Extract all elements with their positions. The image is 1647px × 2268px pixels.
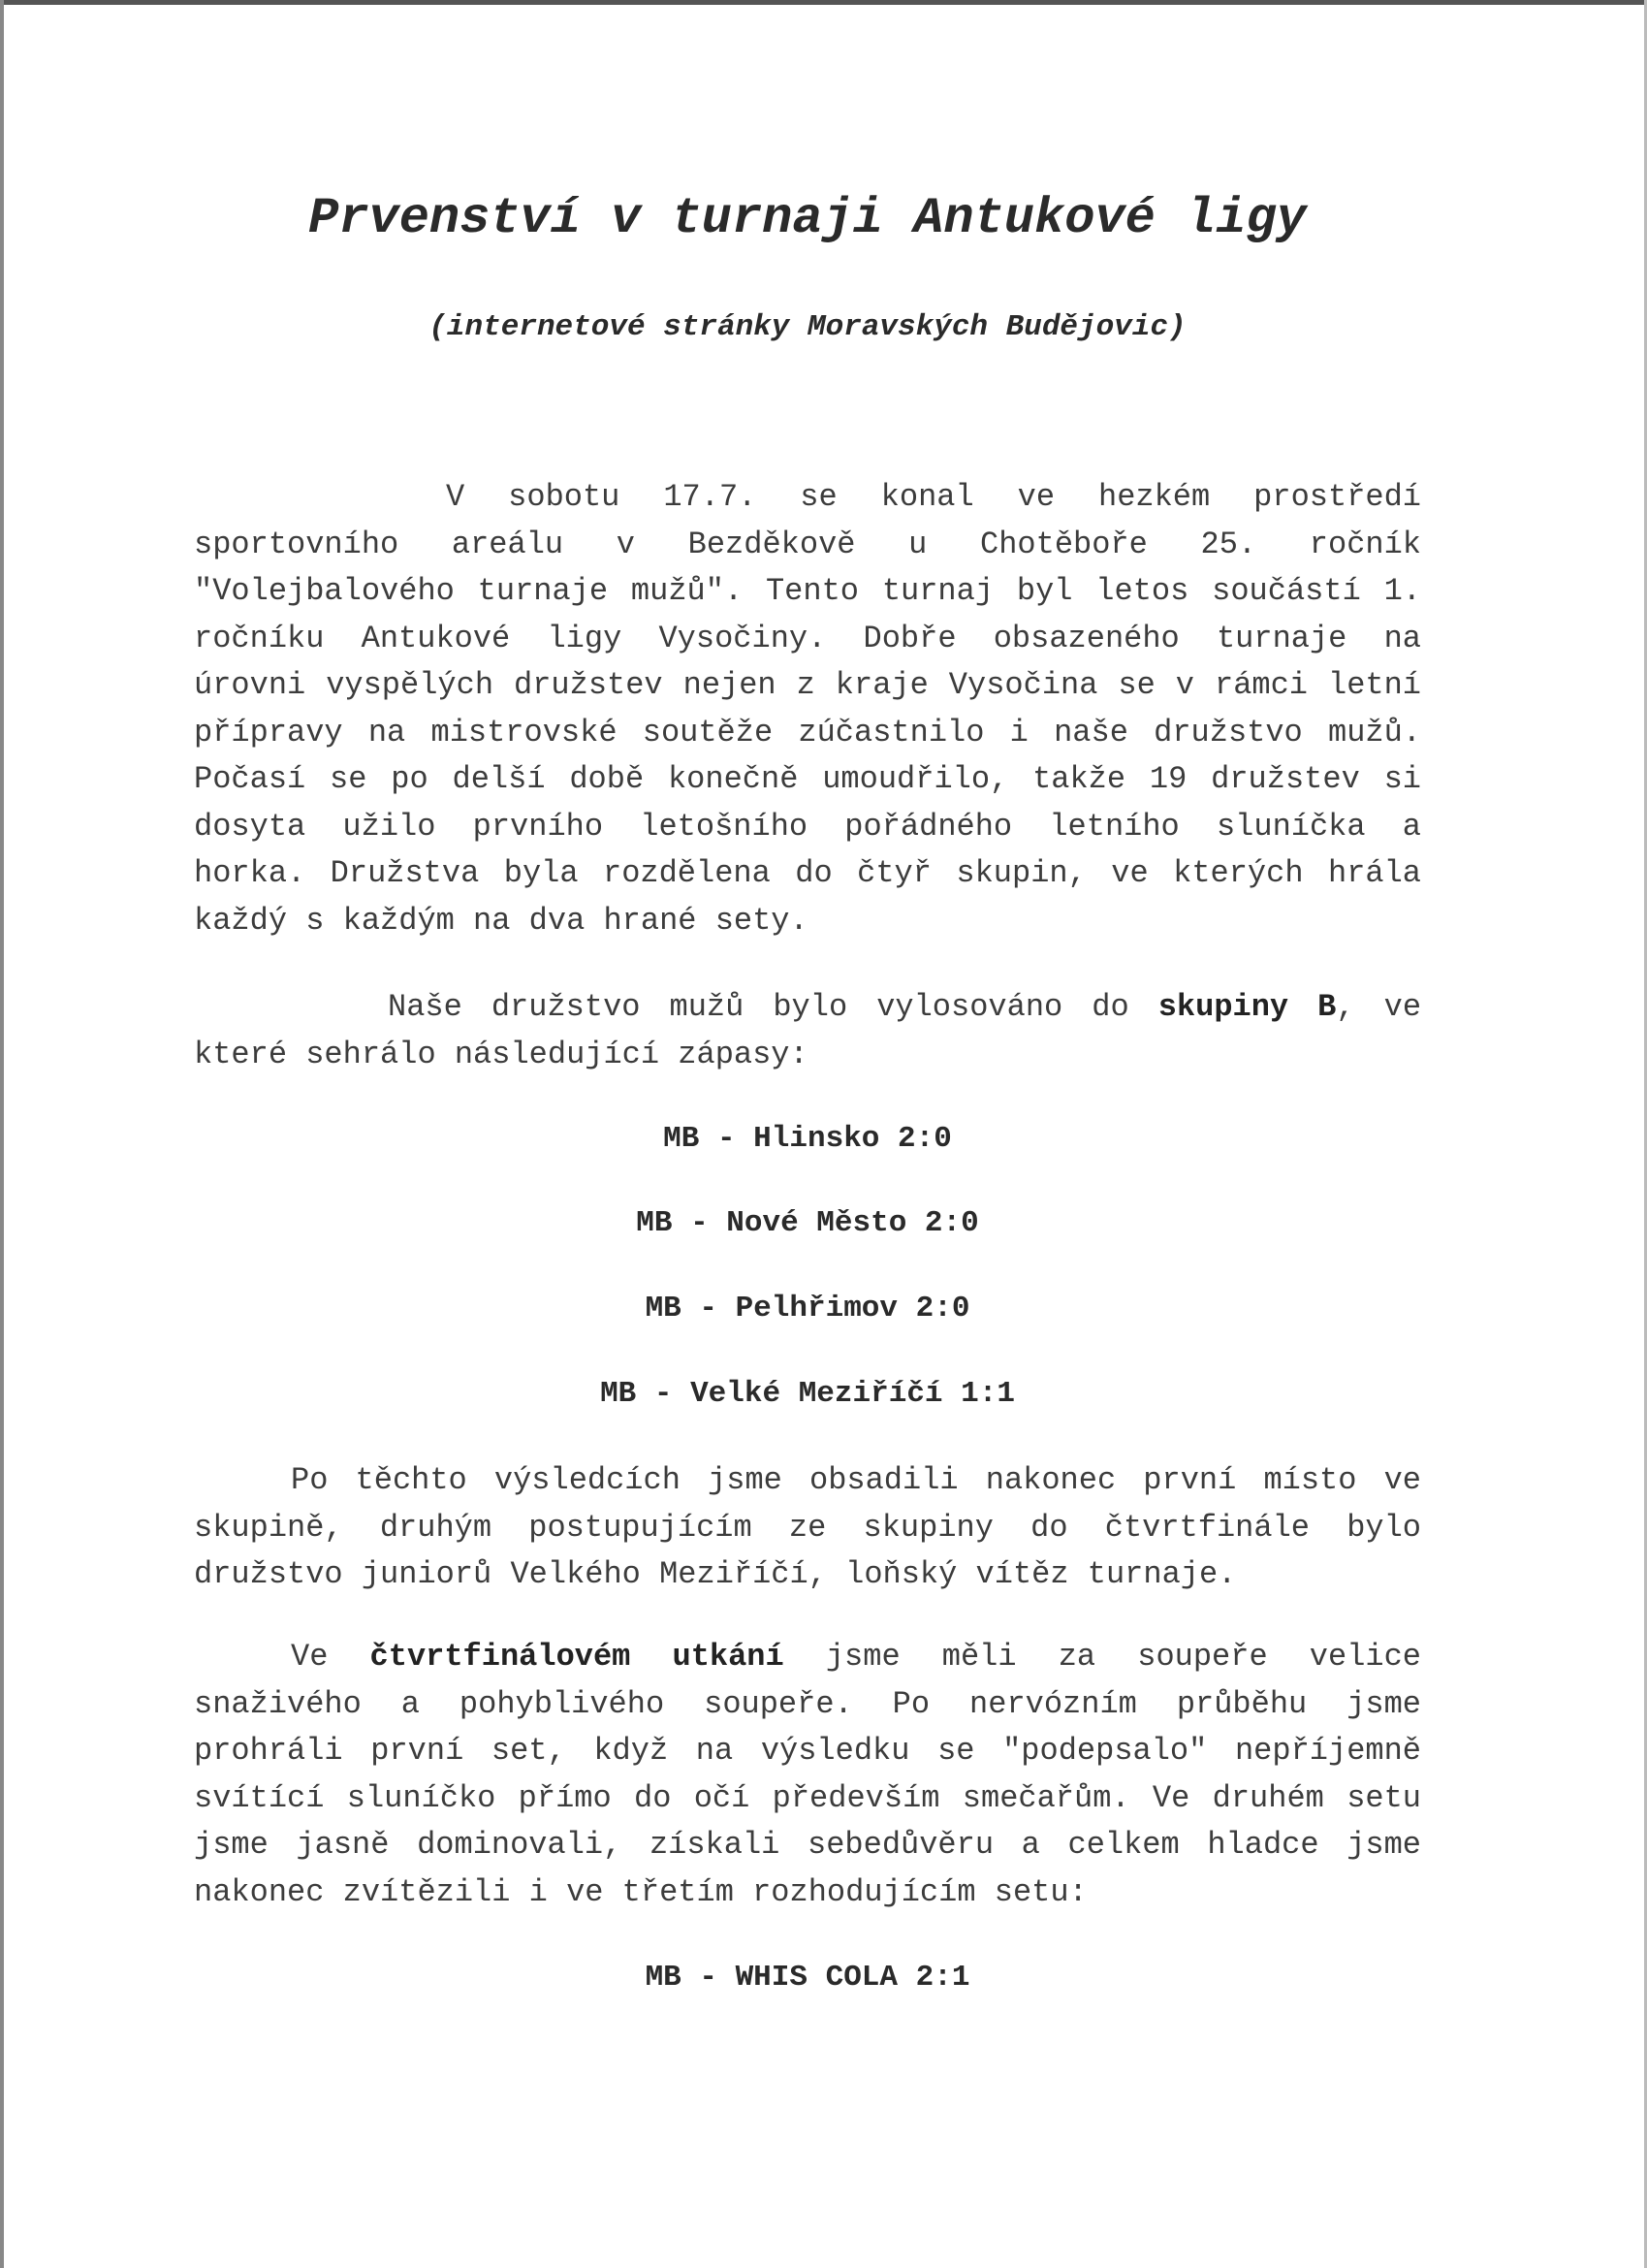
document-page	[194, 0, 1421, 2268]
page-title: Prvenství v turnaji Antukové ligy	[308, 190, 1307, 247]
page-subtitle: (internetové stránky Moravských Budějovic)	[428, 310, 1187, 344]
match-result-4: MB - Velké Meziříčí 1:1	[600, 1377, 1015, 1411]
paragraph-quarterfinal-text-before: Ve	[291, 1639, 370, 1675]
paragraph-quarterfinal	[194, 1634, 1421, 1916]
match-result-1: MB - Hlinsko 2:0	[663, 1122, 952, 1156]
paragraph-group-text-before: Naše družstvo mužů bylo vylosováno do	[388, 989, 1158, 1025]
paragraph-quarterfinal-bold: čtvrtfinálovém utkání	[369, 1639, 784, 1675]
scan-edge-left	[0, 0, 4, 2268]
paragraph-group	[194, 984, 1421, 1078]
paragraph-group-bold: skupiny B	[1157, 989, 1337, 1025]
match-result-3: MB - Pelhřimov 2:0	[645, 1292, 970, 1326]
match-result-2: MB - Nové Město 2:0	[636, 1206, 979, 1240]
paragraph-intro: V sobotu 17.7. se konal ve hezkém prostředí sportovního areálu v Bezděkově u Chotěboře 25. ročník "Volejbalového turnaje mužů". Tento turnaj byl letos součástí 1. ročníku Antukové ligy Vysočiny. Dobře obsazeného turnaje na úrovni vyspělých družstev nejen z kraje Vysočina se v rámci letní přípravy na mistrovské soutěže zúčastnilo i naše družstvo mužů. Počasí se po delší době konečně umoudřilo, takže 19 družstev si dosyta užilo prvního letošního pořádného letního sluníčka a horka. Družstva byla rozdělena do čtyř skupin, ve kterých hrála každý s každým na dva hrané sety.	[194, 479, 1421, 939]
paragraph-group-summary: Po těchto výsledcích jsme obsadili nakonec první místo ve skupině, druhým postupujícím ze skupiny do čtvrtfinále bylo družstvo juniorů Velkého Meziříčí, loňský vítěz turnaje.	[194, 1462, 1421, 1592]
paragraph-group-text-after: , ve které sehrálo následující zápasy:	[194, 989, 1422, 1072]
paragraph-quarterfinal-text-after: jsme měli za soupeře velice snaživého a pohyblivého soupeře. Po nervózním průběhu jsme prohráli první set, když na výsledku se "podepsalo" nepříjemně svítící sluníčko přímo do očí především smečařům. Ve druhém setu jsme jasně dominovali, získali sebedůvěru a celkem hladce jsme nakonec zvítězili i ve třetím rozhodujícím setu:	[194, 1639, 1422, 1910]
quarterfinal-result: MB - WHIS COLA 2:1	[645, 1961, 970, 1995]
